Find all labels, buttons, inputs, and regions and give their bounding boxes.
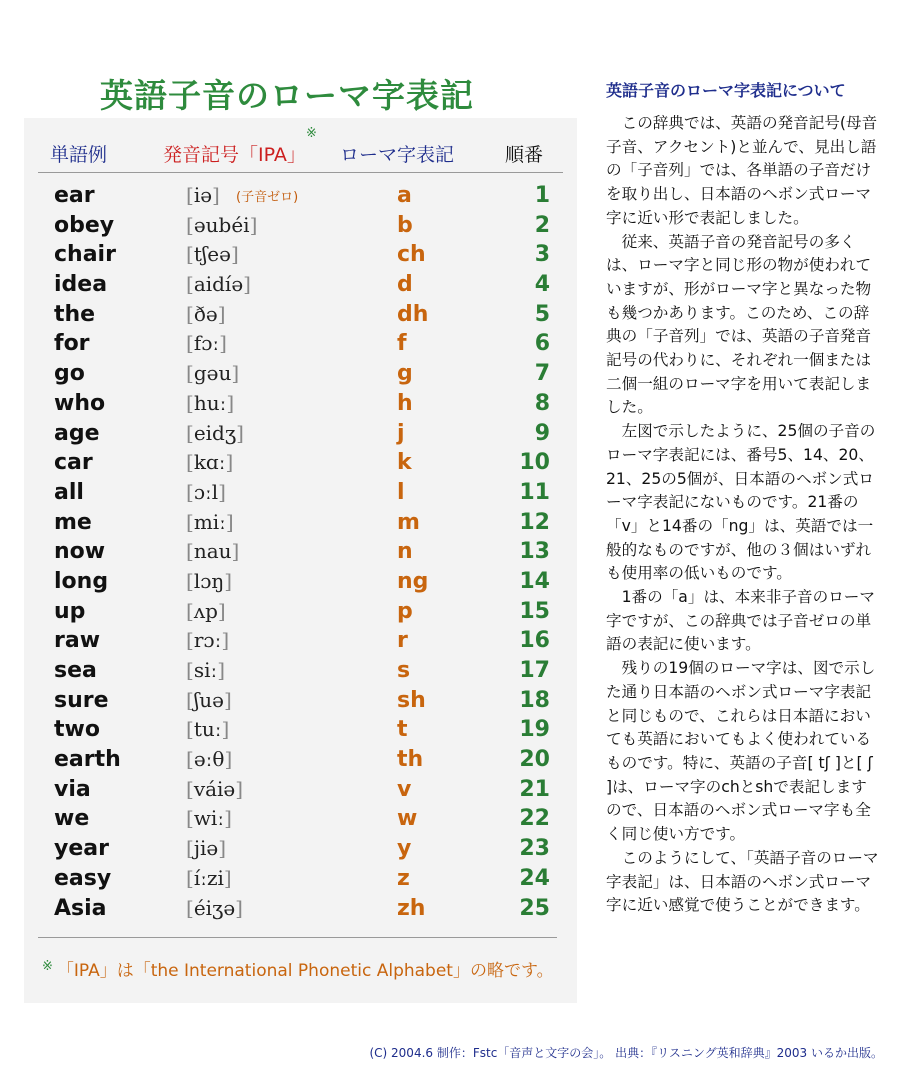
ipa-symbols: əːθ [193, 747, 225, 772]
side-explanation [606, 112, 881, 918]
table-row [24, 447, 577, 477]
romanization: n [397, 539, 413, 565]
order-number: 19 [519, 717, 550, 743]
ipa-transcription: [gəu] [186, 361, 240, 386]
side-paragraph: この辞典では、英語の発音記号(母音子音、アクセント)と並んで、見出し語の「子音列」では、各単語の子音だけを取り出し、日本語のヘボン式ローマ字に近い形で表記しました。 [606, 114, 878, 227]
order-number: 2 [534, 212, 550, 238]
table-row [24, 328, 577, 358]
ipa-symbols: lɔŋ [193, 568, 225, 593]
example-word: long [54, 568, 109, 594]
example-word: idea [54, 272, 108, 298]
ipa-symbols: əubéi [193, 212, 250, 237]
ipa-transcription: [aidíə] [186, 272, 251, 297]
header-divider [38, 172, 563, 173]
ipa-transcription: [tuː] [186, 717, 230, 742]
ipa-transcription: [ʃuə] [186, 687, 232, 712]
example-word: up [54, 598, 86, 624]
order-number: 20 [519, 747, 550, 773]
ipa-transcription: [íːzi] [186, 865, 232, 890]
ipa-symbols: wiː [193, 806, 225, 831]
ipa-transcription: [eidʒ] [186, 420, 244, 445]
table-row [24, 566, 577, 596]
ipa-transcription: [əːθ] [186, 747, 233, 772]
example-word: we [54, 806, 90, 832]
ipa-symbols: miː [193, 509, 226, 534]
side-paragraph: 1番の「a」は、本来非子音のローマ字ですが、この辞典では子音ゼロの単語の表記に使います。 [606, 588, 875, 654]
ipa-note: (子音ゼロ) [236, 190, 299, 205]
header-romanization: ローマ字表記 [340, 144, 455, 166]
ipa-transcription: [váiə] [186, 776, 244, 801]
example-word: for [54, 331, 90, 357]
ipa-symbols: fɔː [193, 331, 220, 356]
ipa-symbols: ðə [193, 301, 218, 326]
example-word: ear [54, 183, 95, 208]
romanization: k [397, 450, 412, 476]
ipa-symbols: aidíə [193, 272, 244, 297]
example-word: raw [54, 628, 101, 654]
example-word: year [54, 836, 109, 862]
example-word: car [54, 450, 93, 476]
order-number: 18 [519, 687, 550, 713]
ipa-transcription: [ʌp] [186, 598, 226, 623]
example-word: go [54, 361, 85, 387]
order-number: 4 [534, 272, 550, 298]
table-row [24, 655, 577, 685]
ipa-transcription: [siː] [186, 658, 226, 682]
example-word: two [54, 717, 100, 743]
ipa-symbols: siː [193, 658, 218, 682]
example-word: me [54, 509, 92, 535]
footer-divider [38, 937, 557, 938]
order-number: 17 [519, 658, 550, 683]
ipa-transcription: [wiː] [186, 806, 232, 831]
order-number: 7 [534, 361, 550, 387]
table-row [24, 418, 577, 448]
example-word: obey [54, 212, 115, 238]
footnote-asterisk: ※ [42, 959, 53, 974]
ipa-symbols: íːzi [193, 865, 224, 890]
example-word: via [54, 776, 91, 802]
ipa-transcription: [fɔː] [186, 331, 227, 356]
ipa-transcription: [iə] [186, 183, 220, 207]
table-row [24, 833, 577, 863]
example-word: Asia [54, 895, 107, 921]
romanization: v [397, 776, 412, 802]
romanization: p [397, 598, 413, 624]
table-row [24, 744, 577, 774]
example-word: earth [54, 747, 121, 773]
table-row [24, 596, 577, 626]
romanization: dh [397, 301, 429, 327]
ipa-transcription: [ðə] [186, 301, 226, 326]
romanization: a [397, 183, 412, 208]
ipa-transcription: [tʃeə] [186, 242, 239, 267]
ipa-symbols: tʃeə [193, 242, 231, 267]
ipa-transcription: [kɑː] [186, 450, 234, 475]
romanization: th [397, 747, 424, 773]
example-word: sea [54, 658, 97, 683]
order-number: 22 [519, 806, 550, 832]
ipa-symbols: váiə [193, 776, 236, 801]
footnote [42, 956, 554, 981]
romanization: h [397, 390, 413, 416]
header-order: 順番 [505, 144, 544, 166]
order-number: 16 [519, 628, 550, 654]
order-number: 12 [519, 509, 550, 535]
table-row [24, 507, 577, 537]
table-row [24, 774, 577, 804]
table-row [24, 299, 577, 329]
romanization: z [397, 865, 410, 891]
romanization: w [397, 806, 418, 832]
header-example-words: 単語例 [50, 144, 108, 166]
table-row [24, 388, 577, 418]
order-number: 1 [534, 183, 550, 208]
side-paragraph: 従来、英語子音の発音記号の多くは、ローマ字と同じ形の物が使われていますが、形がローマ字と異なった物も幾つかあります。このため、この辞典の「子音列」では、英語の子音発音記号の代わりに、それぞれ一個または二個一組のローマ字を用いて表記しました。 [606, 232, 872, 417]
table-row [24, 685, 577, 715]
table-row [24, 239, 577, 269]
table-rows [24, 180, 577, 922]
ipa-transcription: [ɔːl] [186, 479, 226, 504]
order-number: 3 [534, 242, 550, 268]
ipa-transcription: [jiə] [186, 836, 227, 861]
romanization: ng [397, 568, 429, 594]
side-paragraph: 残りの19個のローマ字は、図で示した通り日本語のヘボン式ローマ字表記と同じもので、これらは日本語においても英語においてもよく使われているものです。特に、英語の子音[ tʃ ]と[ ʃ ]は、ローマ字のchとshで表記しますので、日本語のヘボン式ローマ字も全く同じ使い方です。 [606, 659, 876, 844]
order-number: 6 [534, 331, 550, 357]
order-number: 23 [519, 836, 550, 862]
romanization: sh [397, 687, 426, 713]
order-number: 21 [519, 776, 550, 802]
ipa-transcription: [rɔː] [186, 628, 230, 653]
ipa-symbols: tuː [193, 717, 222, 742]
order-number: 25 [519, 895, 550, 921]
romanization: s [397, 658, 411, 683]
romanization: m [397, 509, 420, 535]
table-row [24, 714, 577, 744]
order-number: 10 [519, 450, 550, 476]
ipa-symbols: huː [193, 390, 227, 415]
romanization: d [397, 272, 413, 298]
table-row [24, 625, 577, 655]
credit-line: (C) 2004.6 制作：Fstc「音声と文字の会」。 出典：『リスニング英和辞典』2003 いるか出版。 [369, 1046, 883, 1060]
ipa-transcription: [miː] [186, 509, 234, 534]
ipa-symbols: gəu [193, 361, 232, 386]
example-word: easy [54, 865, 112, 891]
table-row [24, 269, 577, 299]
romanization: b [397, 212, 413, 238]
ipa-symbols: éiʒə [193, 895, 236, 920]
table-row [24, 477, 577, 507]
romanization: r [397, 628, 408, 654]
side-paragraph: 左図で示したように、25個の子音のローマ字表記には、番号5、14、20、21、25の5個が、日本語のヘボン式ローマ字表記にないものです。21番の「v」と14番の「ng」は、英語では一般的なものですが、他の３個はいずれも使用率の低いものです。 [606, 422, 876, 583]
order-number: 24 [519, 865, 550, 891]
ipa-symbols: jiə [193, 836, 219, 861]
ipa-transcription: [lɔŋ] [186, 568, 233, 593]
example-word: now [54, 539, 106, 565]
ipa-transcription: [éiʒə] [186, 895, 243, 920]
side-heading: 英語子音のローマ字表記について [606, 81, 846, 100]
order-number: 15 [519, 598, 550, 624]
example-word: who [54, 390, 106, 416]
ipa-symbols: eidʒ [193, 420, 237, 445]
table-row [24, 358, 577, 388]
consonant-table [24, 118, 577, 1003]
example-word: the [54, 301, 96, 327]
ipa-symbols: ʃuə [193, 687, 224, 712]
table-row [24, 893, 577, 923]
example-word: chair [54, 242, 116, 268]
table-row [24, 863, 577, 893]
header-ipa-asterisk: ※ [306, 126, 317, 141]
header-ipa: 発音記号「IPA」 [163, 144, 306, 166]
romanization: zh [397, 895, 426, 921]
side-paragraph: このようにして、「英語子音のローマ字表記」は、日本語のヘボン式ローマ字に近い感覚で使うことができます。 [606, 848, 879, 915]
ipa-symbols: kɑː [193, 450, 226, 475]
page-title: 英語子音のローマ字表記 [100, 76, 474, 115]
romanization: l [397, 479, 405, 505]
ipa-transcription: [nau] [186, 539, 240, 564]
ipa-symbols: ʌp [193, 598, 218, 623]
romanization: g [397, 361, 413, 387]
romanization: j [397, 420, 405, 446]
order-number: 13 [519, 539, 550, 565]
table-row [24, 803, 577, 833]
table-row [24, 210, 577, 240]
example-word: age [54, 420, 100, 446]
example-word: sure [54, 687, 109, 713]
order-number: 8 [534, 390, 550, 416]
ipa-symbols: ɔːl [193, 479, 219, 504]
romanization: t [397, 717, 408, 743]
table-row [24, 536, 577, 566]
romanization: f [397, 331, 407, 357]
ipa-symbols: rɔː [193, 628, 222, 653]
order-number: 14 [519, 568, 550, 594]
table-row [24, 180, 577, 210]
ipa-transcription: [huː] [186, 390, 235, 415]
order-number: 9 [534, 420, 550, 446]
footnote-text: 「IPA」は「the International Phonetic Alphabet」の略です。 [56, 961, 554, 981]
ipa-symbols: nau [193, 539, 232, 564]
ipa-transcription: [əubéi] [186, 212, 258, 237]
example-word: all [54, 479, 84, 505]
order-number: 5 [534, 301, 550, 327]
romanization: ch [397, 242, 426, 268]
romanization: y [397, 836, 412, 862]
order-number: 11 [519, 479, 550, 505]
ipa-symbols: iə [193, 183, 213, 207]
